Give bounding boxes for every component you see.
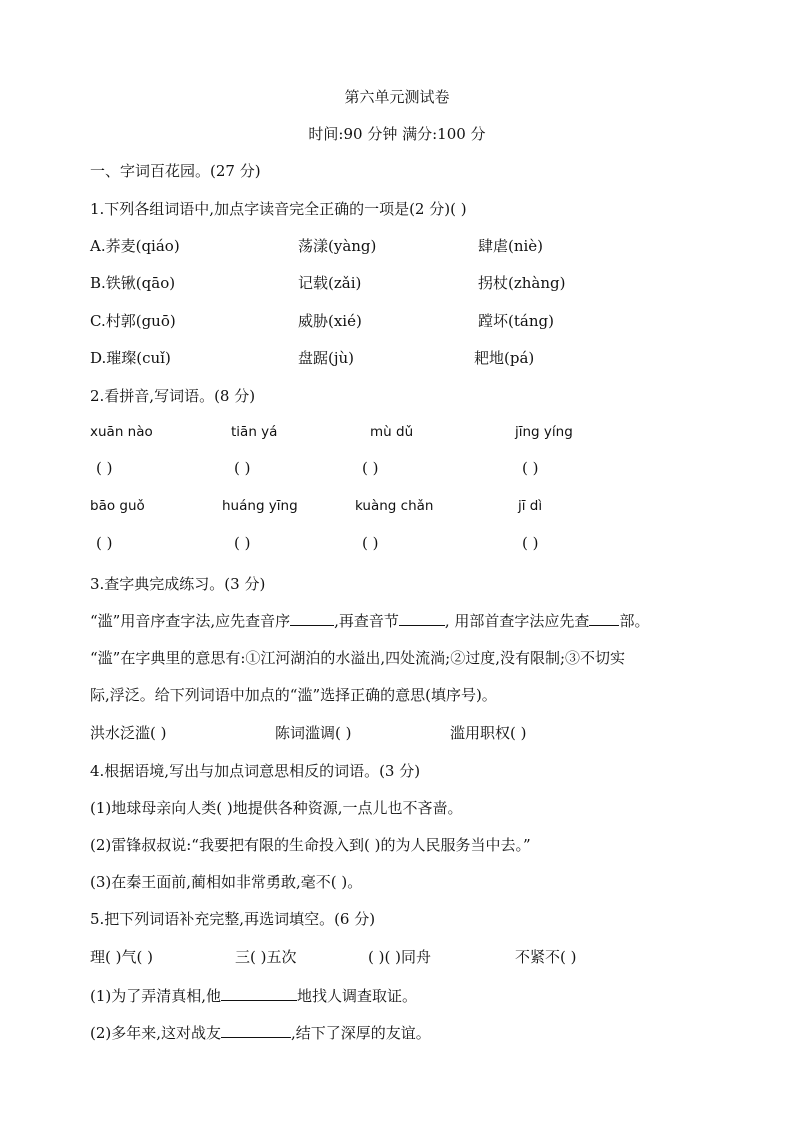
q3-item-1: 洪水泛滥( ) [90, 724, 167, 742]
q4-sentence-1: (1)地球母亲向人类( )地提供各种资源,一点儿也不吝啬。 [90, 799, 463, 817]
answer-blank[interactable]: ( ) [522, 534, 539, 552]
section-heading: 一、字词百花园。(27 分) [90, 162, 261, 180]
q5-idiom-4: 不紧不( ) [515, 948, 577, 966]
q3-text: “滥”用音序查字法,应先查音序 [90, 612, 291, 630]
q3-line-1 [90, 610, 649, 631]
answer-blank[interactable]: ( ) [362, 534, 379, 552]
q5-sentence-2 [90, 1022, 431, 1043]
answer-blank[interactable] [221, 988, 297, 1001]
pinyin-4: jīng yíng [515, 424, 573, 440]
answer-blank[interactable] [290, 613, 334, 626]
q1-option-c-3: 蹚坏(táng) [478, 312, 554, 330]
exam-info: 时间:90 分钟 满分:100 分 [308, 125, 486, 143]
q3-item-2: 陈词滥调( ) [275, 724, 352, 742]
pinyin-7: kuàng chǎn [355, 498, 434, 514]
q3-text: 部。 [619, 612, 650, 630]
q1-option-d-2: 盘踞(jù) [298, 349, 355, 367]
q4-sentence-3: (3)在秦王面前,蔺相如非常勇敢,毫不( )。 [90, 873, 363, 891]
answer-blank[interactable]: ( ) [362, 459, 379, 477]
answer-blank[interactable]: ( ) [234, 534, 251, 552]
q1-option-c-1: C.村郭(guō) [90, 312, 176, 330]
q1-option-c-2: 威胁(xié) [298, 312, 362, 330]
q5-idiom-3: ( )( )同舟 [368, 948, 431, 966]
pinyin-5: bāo guǒ [90, 498, 145, 514]
q1-option-a-1: A.荞麦(qiáo) [90, 237, 180, 255]
q1-option-b-3: 拐杖(zhàng) [478, 274, 566, 292]
answer-blank[interactable]: ( ) [234, 459, 251, 477]
pinyin-8: jī dì [518, 498, 543, 514]
q3-text: , 用部首查字法应先查 [444, 612, 590, 630]
pinyin-1: xuān nào [90, 424, 153, 440]
q3-line-2: “滥”在字典里的意思有:①江河湖泊的水溢出,四处流淌;②过度,没有限制;③不切实 [90, 649, 626, 667]
q1-option-d-1: D.璀璨(cuǐ) [90, 349, 171, 367]
answer-blank[interactable]: ( ) [96, 534, 113, 552]
q3-item-3: 滥用职权( ) [450, 724, 527, 742]
q5-text: 地找人调查取证。 [297, 987, 418, 1005]
pinyin-2: tiān yá [231, 424, 278, 440]
q1-option-d-3: 耙地(pá) [474, 349, 535, 367]
q3-line-3: 际,浮泛。给下列词语中加点的“滥”选择正确的意思(填序号)。 [90, 686, 497, 704]
answer-blank[interactable]: ( ) [96, 459, 113, 477]
q5-idiom-1: 理( )气( ) [90, 948, 153, 966]
page-title: 第六单元测试卷 [344, 88, 450, 106]
question-1-stem: 1.下列各组词语中,加点字读音完全正确的一项是(2 分)( ) [90, 200, 467, 218]
q1-option-b-1: B.铁锹(qāo) [90, 274, 176, 292]
question-2-stem: 2.看拼音,写词语。(8 分) [90, 387, 256, 405]
q5-sentence-1 [90, 985, 417, 1006]
answer-blank[interactable] [589, 613, 619, 626]
question-4-stem: 4.根据语境,写出与加点词意思相反的词语。(3 分) [90, 762, 421, 780]
q1-option-a-3: 肆虐(niè) [478, 237, 544, 255]
question-3-stem: 3.查字典完成练习。(3 分) [90, 575, 266, 593]
q5-text: (2)多年来,这对战友 [90, 1024, 222, 1042]
question-5-stem: 5.把下列词语补充完整,再选词填空。(6 分) [90, 910, 376, 928]
answer-blank[interactable] [221, 1025, 291, 1038]
pinyin-6: huáng yīng [222, 498, 298, 514]
q3-text: ,再查音节 [334, 612, 399, 630]
answer-blank[interactable] [399, 613, 445, 626]
q5-idiom-2: 三( )五次 [235, 948, 297, 966]
q1-option-a-2: 荡漾(yàng) [298, 237, 377, 255]
q5-text: ,结下了深厚的友谊。 [291, 1024, 431, 1042]
q4-sentence-2: (2)雷锋叔叔说:“我要把有限的生命投入到( )的为人民服务当中去。” [90, 836, 531, 854]
q1-option-b-2: 记载(zǎi) [298, 274, 362, 292]
q5-text: (1)为了弄清真相,他 [90, 987, 222, 1005]
pinyin-3: mù dǔ [370, 424, 414, 440]
answer-blank[interactable]: ( ) [522, 459, 539, 477]
